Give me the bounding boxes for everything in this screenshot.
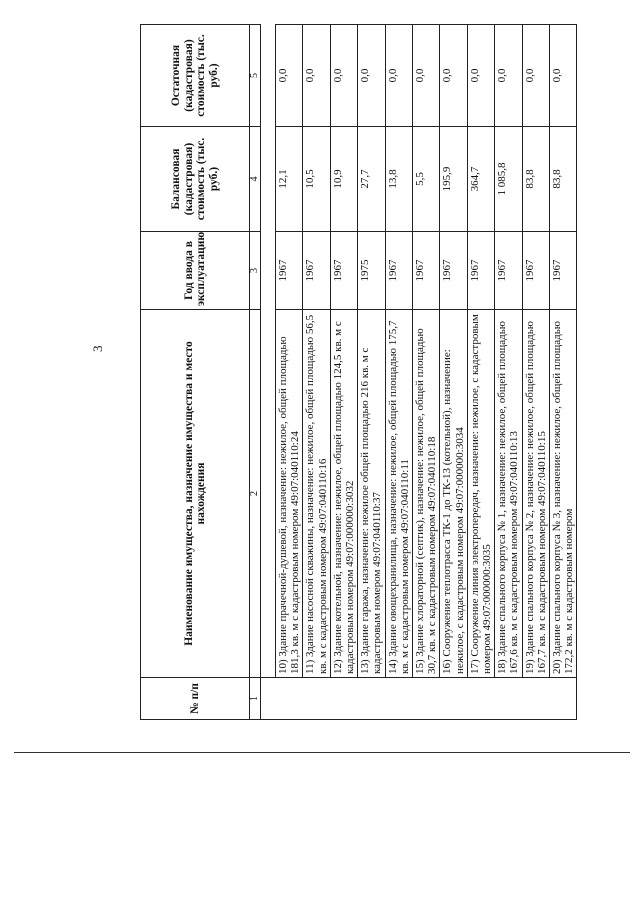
balance-cell: 1 085,8: [495, 127, 522, 232]
table-row: [550, 25, 577, 720]
year-cell: 1967: [385, 232, 412, 310]
table-row: [330, 25, 357, 720]
header-residual: Остаточная (кадастровая) стоимость (тыс. руб.): [141, 25, 250, 127]
year-cell: 1967: [413, 232, 440, 310]
balance-cell: 10,5: [303, 127, 330, 232]
table-header-row: [141, 25, 250, 720]
property-table: [140, 24, 577, 720]
residual-cell: 0,0: [276, 25, 303, 127]
name-cell: 16) Сооружение теплотрасса ТК-1 до ТК-13 (котельной), назначение: нежилое, с кадастровым номером 49:07:000000:3034: [440, 310, 467, 678]
name-cell: 20) Здание спального корпуса № 3, назначение: нежилое, общей площадью 172,2 кв. м с кадастровым номером: [550, 310, 577, 678]
balance-cell: 12,1: [276, 127, 303, 232]
residual-cell: 0,0: [550, 25, 577, 127]
table-row: [358, 25, 385, 720]
name-cell: 13) Здание гаража, назначение: нежилое общей площадью 216 кв. м с кадастровым номером 49:07:040110:37: [358, 310, 385, 678]
residual-cell: 0,0: [303, 25, 330, 127]
table-row: [467, 25, 494, 720]
residual-cell: 0,0: [385, 25, 412, 127]
header-year: Год ввода в эксплуатацию: [141, 232, 250, 310]
residual-cell: 0,0: [522, 25, 549, 127]
column-number: 4: [250, 127, 261, 232]
balance-cell: 195,9: [440, 127, 467, 232]
property-table-rotated: [140, 25, 576, 720]
table-row: [261, 25, 276, 720]
residual-cell: 0,0: [467, 25, 494, 127]
balance-cell: 83,8: [522, 127, 549, 232]
name-cell: 10) Здание прачечной-душевой, назначение: нежилое, общей площадью 181,3 кв. м с кадастровым номером 49:07:040110:24: [276, 310, 303, 678]
balance-cell: 10,9: [330, 127, 357, 232]
header-number: № п/п: [141, 678, 250, 720]
residual-cell: 0,0: [440, 25, 467, 127]
year-cell: 1967: [330, 232, 357, 310]
table-row: [495, 25, 522, 720]
table-row: [522, 25, 549, 720]
name-cell: 18) Здание спального корпуса № 1, назначение: нежилое, общей площадью 167,6 кв. м с кадастровым номером 49:07:040110:13: [495, 310, 522, 678]
residual-cell: 0,0: [330, 25, 357, 127]
year-cell: 1967: [550, 232, 577, 310]
residual-cell: 0,0: [413, 25, 440, 127]
number-cell: [261, 678, 577, 720]
column-number: 3: [250, 232, 261, 310]
table-row: [413, 25, 440, 720]
year-cell: 1967: [440, 232, 467, 310]
horizontal-rule: [14, 752, 630, 753]
year-cell: 1967: [276, 232, 303, 310]
year-cell: 1975: [358, 232, 385, 310]
name-cell: 17) Сооружение линия электропередач, назначение: нежилое, с кадастровым номером 49:07:000000:3035: [467, 310, 494, 678]
header-name: Наименование имущества, назначение имущества и место нахождения: [141, 310, 250, 678]
name-cell: 12) Здание котельной, назначение: нежилое, общей площадью 124,5 кв. м с кадастровым номером 49:07:000000:3032: [330, 310, 357, 678]
balance-cell: 13,8: [385, 127, 412, 232]
name-cell: 19) Здание спального корпуса № 2, назначение: нежилое, общей площадью 167,7 кв. м с кадастровым номером 49:07:040110:15: [522, 310, 549, 678]
table-row: [303, 25, 330, 720]
balance-cell: 27,7: [358, 127, 385, 232]
column-number: 2: [250, 310, 261, 678]
balance-cell: 364,7: [467, 127, 494, 232]
column-number: 1: [250, 678, 261, 720]
table-row: [440, 25, 467, 720]
page-number: 3: [90, 345, 105, 352]
table-row: [276, 25, 303, 720]
table-row: [385, 25, 412, 720]
name-cell: 14) Здание овощехранилища, назначение: нежилое, общей площадью 175,7 кв. м с кадастровым номером 49:07:040110:11: [385, 310, 412, 678]
balance-cell: 83,8: [550, 127, 577, 232]
year-cell: 1967: [495, 232, 522, 310]
name-cell: 11) Здание насосной скважины, назначение: нежилое, общей площадью 56,5 кв. м с кадастровым номером 49:07:040110:16: [303, 310, 330, 678]
year-cell: 1967: [303, 232, 330, 310]
name-cell: 15) Здание хлораторной (септик), назначение: нежилое, общей площадью 30,7 кв. м с кадастровым номером 49:07:040110:18: [413, 310, 440, 678]
column-number-row: [250, 25, 261, 720]
balance-cell: 5,5: [413, 127, 440, 232]
residual-cell: 0,0: [358, 25, 385, 127]
year-cell: 1967: [522, 232, 549, 310]
year-cell: 1967: [467, 232, 494, 310]
residual-cell: 0,0: [495, 25, 522, 127]
column-number: 5: [250, 25, 261, 127]
header-balance: Балансовая (кадастровая) стоимость (тыс. руб.): [141, 127, 250, 232]
